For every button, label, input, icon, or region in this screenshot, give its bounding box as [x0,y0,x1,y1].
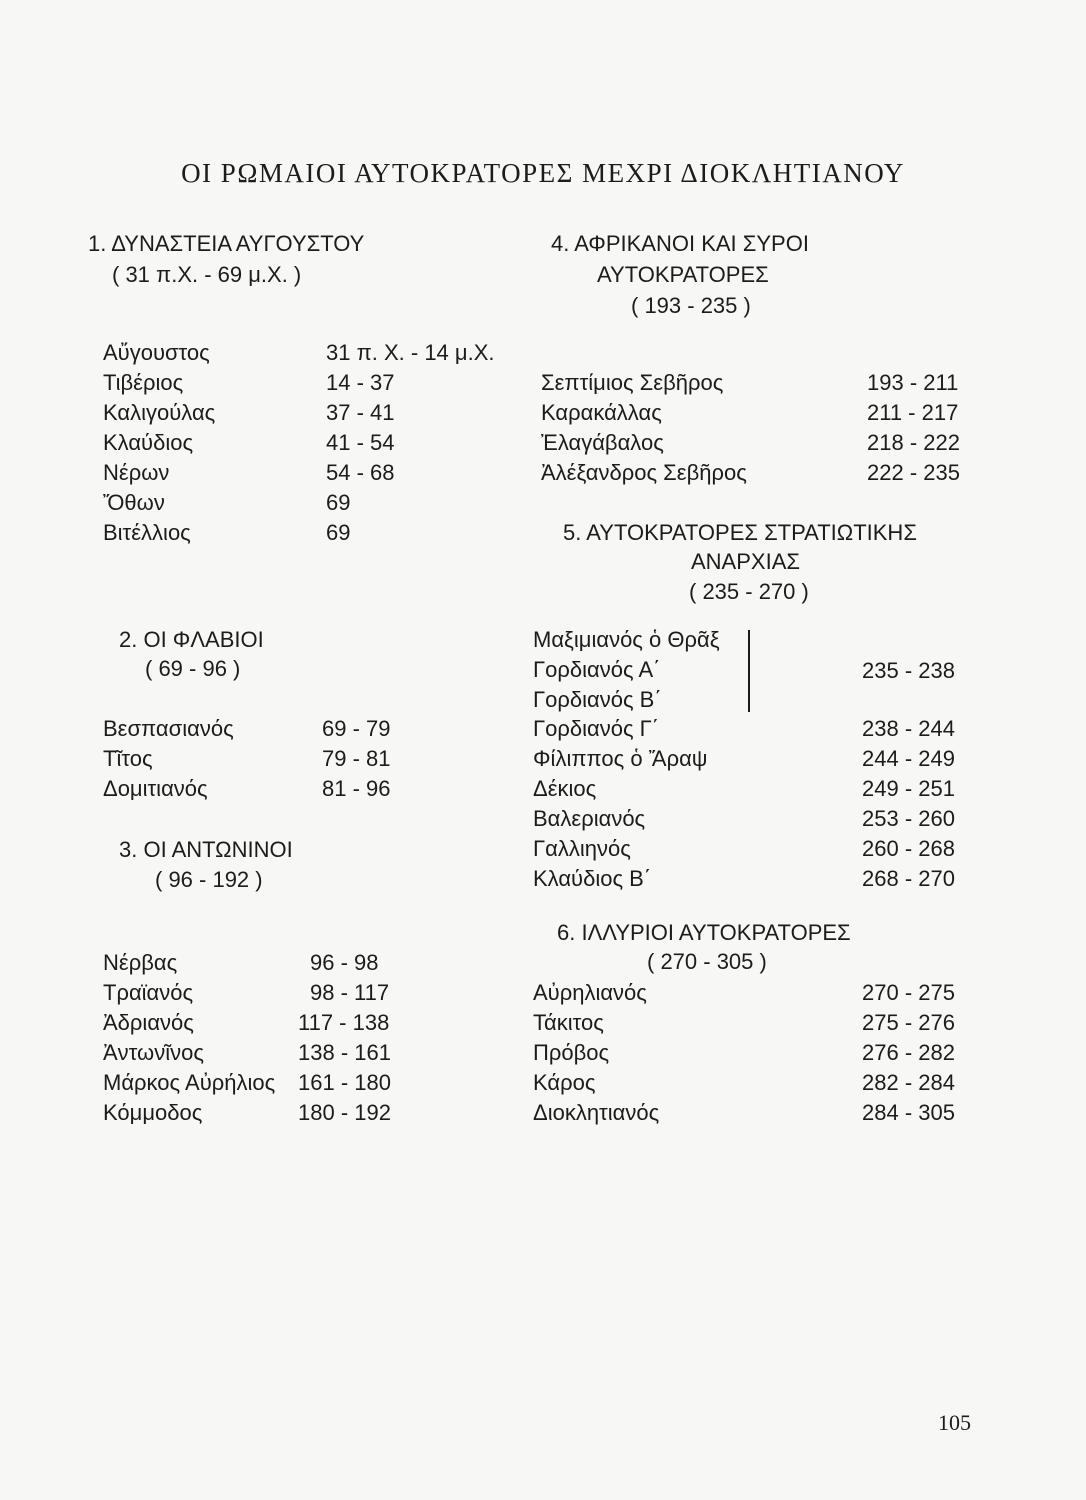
emperor-name: Κόμμοδος [103,1100,203,1125]
emperor-name: Πρόβος [533,1040,610,1065]
reign-years: 138 - 161 [298,1040,391,1065]
reign-years: 235 - 238 [862,658,955,683]
emperor-name: Καρακάλλας [541,400,662,425]
reign-years: 41 - 54 [326,430,395,455]
reign-years: 238 - 244 [862,716,955,741]
emperor-name: Κλαύδιος Β΄ [533,866,652,891]
emperor-name: Γαλλιηνός [533,836,631,861]
emperor-name: Βεσπασιανός [103,716,234,741]
emperor-name: Ἐλαγάβαλος [541,430,664,455]
section-1-heading: 1. ΔΥΝΑΣΤΕΙΑ ΑΥΓΟΥΣΤΟΥ [88,231,365,256]
section-4-heading-line2: ΑΥΤΟΚΡΑΤΟΡΕΣ [597,262,769,287]
section-3-period: ( 96 - 192 ) [155,867,263,892]
reign-years: 37 - 41 [326,400,395,425]
section-5-period: ( 235 - 270 ) [689,579,809,604]
emperor-name: Ἀντωνῖνος [103,1040,204,1065]
section-4-heading: 4. ΑΦΡΙΚΑΝΟΙ ΚΑΙ ΣΥΡΟΙ [551,231,809,256]
emperor-name: Κλαύδιος [103,430,194,455]
section-1-period: ( 31 π.Χ. - 69 μ.Χ. ) [112,262,302,287]
emperor-name: Καλιγούλας [103,400,216,425]
emperor-name: Τῖτος [103,746,153,771]
page-title: ΟΙ ΡΩΜΑΙΟΙ ΑΥΤΟΚΡΑΤΟΡΕΣ ΜΕΧΡΙ ΔΙΟΚΛΗΤΙΑΝΟΥ [181,158,905,188]
reign-years: 69 [326,520,351,545]
reign-years: 211 - 217 [867,400,959,425]
emperor-name: Δομιτιανός [103,776,208,801]
section-3-heading: 3. ΟΙ ΑΝΤΩΝΙΝΟΙ [119,837,293,862]
reign-years: 98 - 117 [310,980,390,1005]
reign-years: 222 - 235 [867,460,960,485]
emperor-name: Μάρκος Αὐρήλιος [103,1070,276,1095]
reign-years: 276 - 282 [862,1040,955,1065]
emperor-name: Αὐρηλιανός [533,980,647,1005]
reign-years: 180 - 192 [298,1100,391,1125]
section-2-period: ( 69 - 96 ) [145,656,241,681]
emperor-name: Γορδιανός Γ΄ [533,716,660,741]
section-4-period: ( 193 - 235 ) [631,293,751,318]
reign-years: 253 - 260 [862,806,955,831]
emperor-name: Φίλιππος ὁ Ἄραψ [533,746,708,771]
reign-years: 244 - 249 [862,746,955,771]
emperor-name: Δέκιος [533,776,597,801]
reign-years: 218 - 222 [867,430,960,455]
emperor-name: Τραϊανός [103,980,194,1005]
group-brace [742,630,750,712]
reign-years: 54 - 68 [326,460,395,485]
page-number: 105 [938,1410,971,1435]
reign-years: 81 - 96 [322,776,391,801]
reign-years: 31 π. Χ. - 14 μ.Χ. [326,340,495,365]
reign-years: 260 - 268 [862,836,955,861]
emperor-name: Ἀλέξανδρος Σεβῆρος [541,460,747,485]
emperor-name: Νέρων [103,460,170,485]
reign-years: 14 - 37 [326,370,395,395]
emperor-name: Αὔγουστος [103,340,210,365]
emperor-name: Τάκιτος [533,1010,604,1035]
reign-years: 117 - 138 [298,1010,390,1035]
emperor-name: Διοκλητιανός [533,1100,660,1125]
emperor-name: Βαλεριανός [533,806,646,831]
reign-years: 270 - 275 [862,980,955,1005]
emperor-name: Τιβέριος [103,370,184,395]
reign-years: 69 - 79 [322,716,391,741]
section-2-heading: 2. ΟΙ ΦΛΑΒΙΟΙ [119,627,264,652]
reign-years: 282 - 284 [862,1070,955,1095]
reign-years: 79 - 81 [322,746,391,771]
reign-years: 249 - 251 [862,776,955,801]
emperor-name: Γορδιανός Α΄ [533,657,661,682]
reign-years: 69 [326,490,351,515]
emperor-name: Γορδιανός Β΄ [533,687,662,712]
emperor-name: Σεπτίμιος Σεβῆρος [541,370,724,395]
reign-years: 193 - 211 [867,370,959,395]
reign-years: 268 - 270 [862,866,955,891]
reign-years: 96 - 98 [310,950,379,975]
section-5-heading-line2: ΑΝΑΡΧΙΑΣ [691,549,800,574]
section-6-period: ( 270 - 305 ) [647,949,767,974]
reign-years: 161 - 180 [298,1070,391,1095]
section-5-heading: 5. ΑΥΤΟΚΡΑΤΟΡΕΣ ΣΤΡΑΤΙΩΤΙΚΗΣ [563,520,917,545]
reign-years: 284 - 305 [862,1100,955,1125]
emperor-name: Βιτέλλιος [103,520,191,545]
emperor-name: Μαξιμιανός ὁ Θρᾶξ [533,627,720,652]
emperor-name: Κάρος [533,1070,596,1095]
emperor-name: Ἀδριανός [103,1010,194,1035]
emperor-name: Νέρβας [103,950,178,975]
reign-years: 275 - 276 [862,1010,955,1035]
emperor-name: Ὄθων [103,490,165,515]
section-6-heading: 6. ΙΛΛΥΡΙΟΙ ΑΥΤΟΚΡΑΤΟΡΕΣ [557,920,851,945]
